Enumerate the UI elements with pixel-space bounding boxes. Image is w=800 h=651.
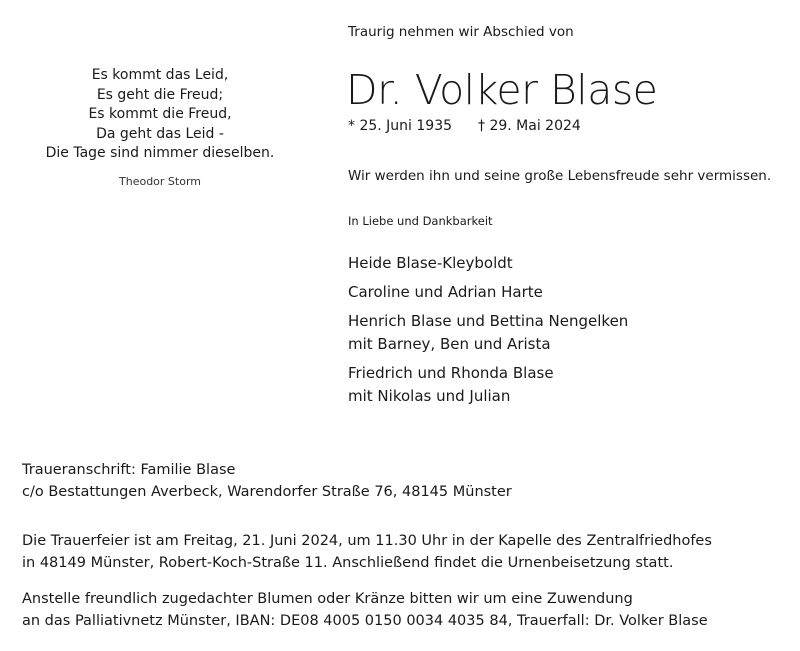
death-date: † 29. Mai 2024 — [478, 118, 581, 134]
life-dates — [348, 118, 581, 134]
intro-text: Traurig nehmen wir Abschied von — [348, 24, 574, 40]
mourner-line: mit Barney, Ben und Arista — [348, 335, 551, 353]
miss-text: Wir werden ihn und seine große Lebensfreude sehr vermissen. — [348, 168, 772, 184]
donation-line: an das Palliativnetz Münster, IBAN: DE08 4005 0150 0034 4035 84, Trauerfall: Dr. Volker Blase — [22, 613, 708, 629]
love-text: In Liebe und Dankbarkeit — [348, 214, 493, 228]
mourner-entry — [348, 310, 628, 356]
mourner-line: mit Nikolas und Julian — [348, 387, 511, 405]
mourner-entry — [348, 281, 628, 304]
donation-line: Anstelle freundlich zugedachter Blumen oder Kränze bitten wir um eine Zuwendung — [22, 591, 633, 607]
donation-info — [22, 588, 708, 632]
mourner-line: Friedrich und Rhonda Blase — [348, 364, 554, 382]
poem-line: Da geht das Leid - — [96, 125, 224, 142]
address-line: c/o Bestattungen Averbeck, Warendorfer Straße 76, 48145 Münster — [22, 484, 512, 500]
mourner-entry — [348, 362, 628, 408]
poem-author: Theodor Storm — [119, 174, 201, 188]
birth-date: * 25. Juni 1935 — [348, 118, 453, 134]
mourning-address — [22, 459, 512, 503]
ceremony-info — [22, 530, 712, 574]
mourner-entry — [348, 252, 628, 275]
poem-line: Die Tage sind nimmer dieselben. — [45, 145, 275, 161]
ceremony-line: in 48149 Münster, Robert-Koch-Straße 11. Anschließend findet die Urnenbeisetzung statt. — [22, 555, 674, 571]
address-line: Traueranschrift: Familie Blase — [22, 462, 236, 478]
poem-line: Es kommt das Leid, — [91, 67, 229, 83]
poem-line: Es geht die Freud; — [96, 86, 224, 103]
mourner-line: Henrich Blase und Bettina Nengelken — [348, 312, 629, 330]
poem — [40, 66, 280, 191]
mourner-line: Caroline und Adrian Harte — [348, 283, 543, 301]
ceremony-line: Die Trauerfeier ist am Freitag, 21. Juni 2024, um 11.30 Uhr in der Kapelle des Zentralfriedhofes — [22, 533, 712, 549]
poem-line: Es kommt die Freud, — [88, 106, 232, 122]
mourners-list — [348, 252, 628, 414]
mourner-line: Heide Blase-Kleyboldt — [348, 254, 513, 272]
deceased-name: Dr. Volker Blase — [346, 66, 658, 114]
